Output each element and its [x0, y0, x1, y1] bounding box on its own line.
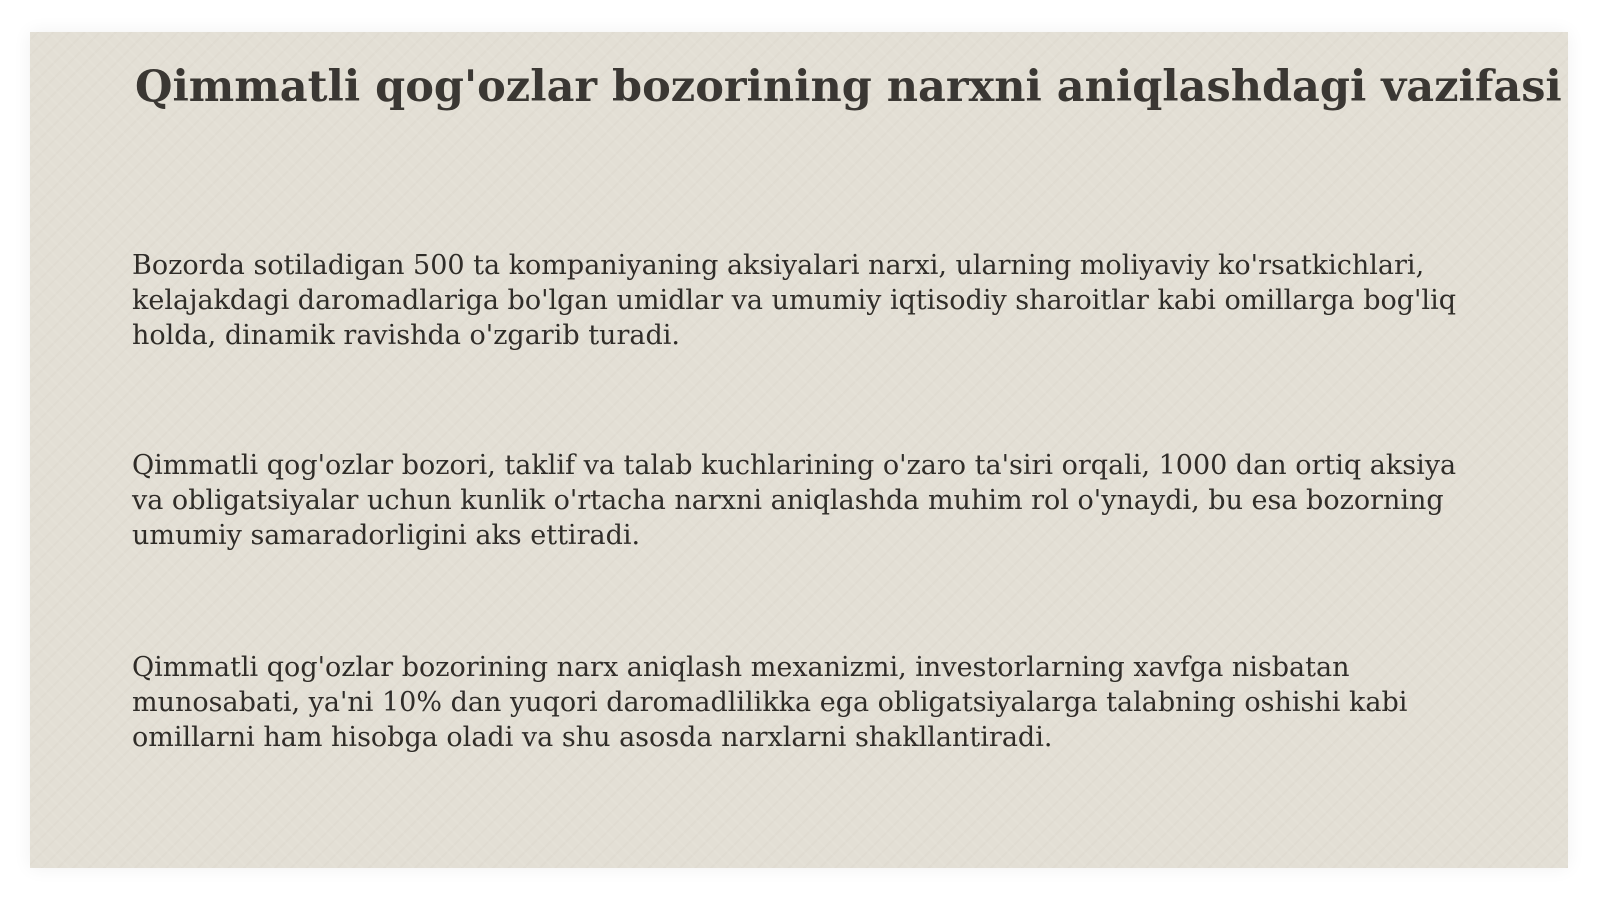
slide: [30, 32, 1568, 868]
slide-title: Qimmatli qog'ozlar bozorining narxni aniqlashdagi vazifasi: [135, 62, 1562, 112]
paragraph-market-prices: Bozorda sotiladigan 500 ta kompaniyaning aksiyalari narxi, ularning moliyaviy ko'rsatkichlari, kelajakdagi daromadlariga bo'lgan umidlar va umumiy iqtisodiy sharoitlar kabi omillarga bog'liq holda, dinamik ravishda o'zgarib turadi.: [132, 250, 1456, 351]
paragraph-supply-demand: Qimmatli qog'ozlar bozori, taklif va talab kuchlarining o'zaro ta'siri orqali, 1000 dan ortiq aksiya va obligatsiyalar uchun kunlik o'rtacha narxni aniqlashda muhim rol o'ynaydi, bu esa bozorning umumiy samaradorligini aks ettiradi.: [132, 450, 1457, 551]
paragraph-price-mechanism: Qimmatli qog'ozlar bozorining narx aniqlash mexanizmi, investorlarning xavfga nisbatan munosabati, ya'ni 10% dan yuqori daromadlilikka ega obligatsiyalarga talabning oshishi kabi omillarni ham hisobga oladi va shu asosda narxlarni shakllantiradi.: [132, 652, 1408, 753]
